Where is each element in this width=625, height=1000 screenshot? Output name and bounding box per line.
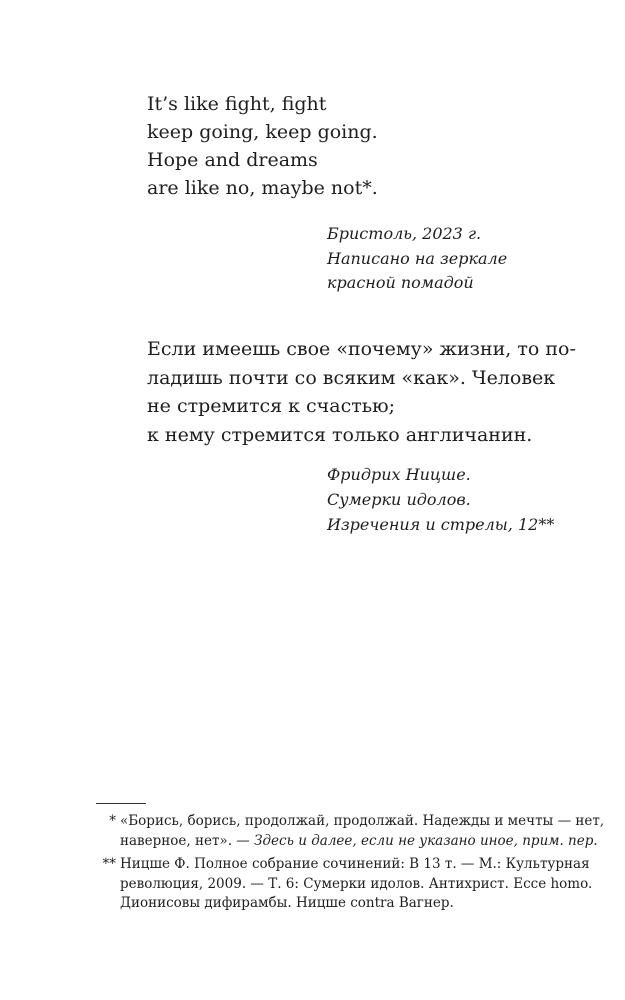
- epigraph-attribution-nietzsche: [327, 462, 554, 537]
- epigraph-line: Hope and dreams: [147, 149, 318, 171]
- footnote-separator: [96, 803, 146, 804]
- epigraph-line: к нему стремится только англичанин.: [147, 423, 533, 446]
- nietzsche-epigraph: [147, 335, 576, 449]
- epigraph-attribution-bristol: [327, 222, 507, 296]
- footnote-line: революция, 2009. — Т. 6: Сумерки идолов. Антихрист. Ecce homo.: [120, 875, 593, 892]
- attribution-line: Изречения и стрелы, 12**: [327, 515, 555, 534]
- attribution-line: Написано на зеркале: [327, 248, 508, 268]
- attribution-line: Фридрих Ницше.: [327, 465, 471, 484]
- attribution-line: Сумерки идолов.: [327, 490, 471, 509]
- epigraph-line: ладишь почти со всяким «как». Человек: [147, 366, 556, 389]
- epigraph-line: Если имеешь свое «почему» жизни, то по-: [147, 338, 576, 360]
- epigraph-line: не стремится к счастью;: [147, 395, 396, 417]
- epigraph-line: keep going, keep going.: [147, 121, 378, 143]
- epigraph-line: It’s like fight, fight: [147, 93, 327, 115]
- footnotes: [96, 812, 605, 918]
- footnote-line: [120, 832, 598, 852]
- epigraph-line: are like no, maybe not*.: [147, 177, 378, 199]
- footnote-line: Дионисовы дифирамбы. Ницше contra Вагнер.: [120, 895, 454, 911]
- translator-note: Здесь и далее, если не указано иное, прим. пер.: [254, 832, 598, 849]
- footnote-line-plain: наверное, нет». —: [120, 832, 255, 849]
- footnote-line: Ницше Ф. Полное собрание сочинений: В 13 т. — М.: Культурная: [120, 856, 590, 872]
- footnote-text: [120, 855, 593, 914]
- attribution-line: Бристоль, 2023 г.: [327, 224, 482, 243]
- footnote-marker: *: [109, 813, 116, 829]
- footnote-line: «Борись, борись, продолжай, продолжай. Надежды и мечты — нет,: [120, 813, 605, 829]
- footnote-text: [120, 812, 605, 851]
- attribution-line: красной помадой: [327, 273, 474, 292]
- english-epigraph: [147, 90, 378, 202]
- footnote-1: [96, 812, 605, 851]
- footnote-marker: **: [102, 856, 116, 872]
- footnote-2: [96, 855, 593, 914]
